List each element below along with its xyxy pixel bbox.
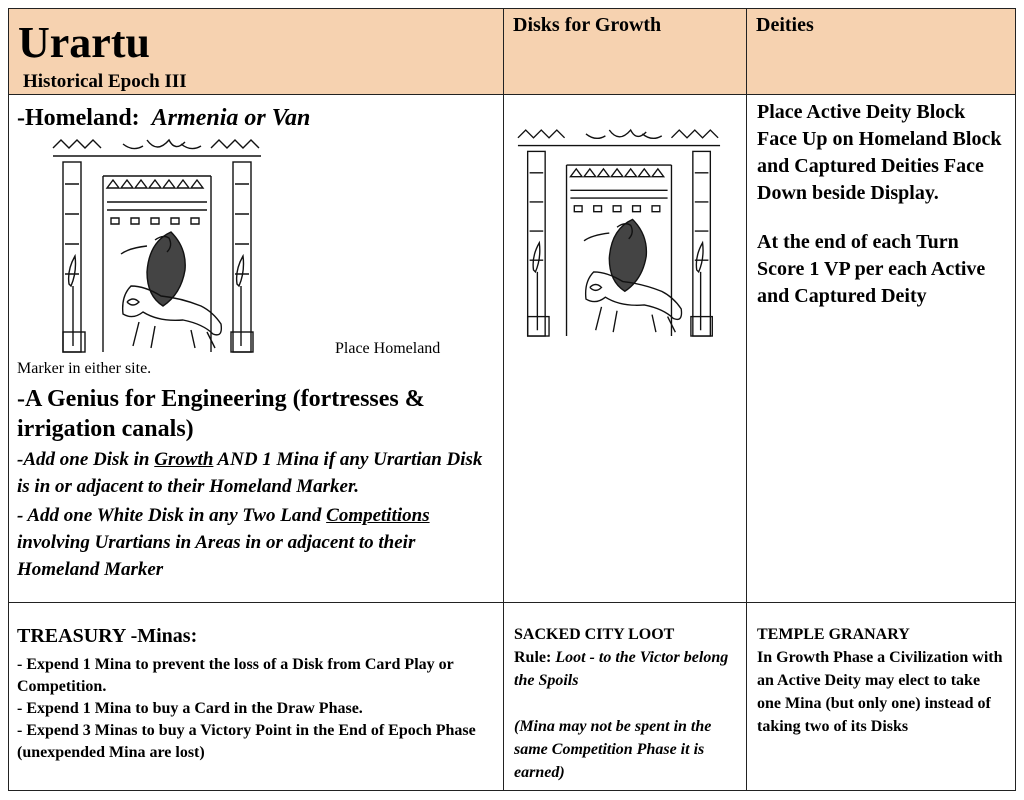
granary-cell [747,603,1016,791]
growth-header-cell [504,9,747,95]
sacked-loot-cell [504,603,747,791]
sacked-note: (Mina may not be spent in the same Competition Phase it is earned) [514,718,712,781]
place-homeland-text-cont: Marker in either site. [17,360,152,377]
rule-text: Loot - to the Victor belong the Spoils [514,649,729,689]
treasury-item: - Expend 1 Mina to buy a Card in the Draw Phase. [17,700,363,717]
rule-text: - Add one White Disk in any Two Land [17,505,327,526]
winged-deity-relief-icon [516,123,722,345]
homeland-line [17,105,495,132]
genius-rule-2 [17,502,495,583]
genius-heading: -A Genius for Engineering (fortresses & irrigation canals) [17,386,425,442]
winged-deity-relief-icon [51,136,263,358]
treasury-cell [9,603,504,791]
epoch-subtitle: Historical Epoch III [23,71,187,92]
deities-cell [747,95,1016,603]
growth-link: Growth [154,449,214,470]
treasury-item: - Expend 3 Minas to buy a Victory Point in the End of Epoch Phase (unexpended Mina are lost) [17,722,476,761]
homeland-sites: Armenia or Van [151,105,311,131]
civ-title: Urartu [18,18,150,67]
granary-text: In Growth Phase a Civilization with an Active Deity may elect to take one Mina (but only one) instead of taking two of its Disks [757,649,1003,735]
rule-text: involving Urartians in Areas in or adjacent to their Homeland Marker [17,532,416,580]
granary-heading: TEMPLE GRANARY [757,626,910,643]
growth-heading: Disks for Growth [513,14,662,36]
rule-text: -Add one Disk in [17,449,155,470]
deity-placement-text: Place Active Deity Block Face Up on Homeland Block and Captured Deities Face Down beside Display. [757,101,1002,204]
growth-cell [504,95,747,603]
title-cell [9,9,504,95]
deity-scoring-text: At the end of each Turn Score 1 VP per each Active and Captured Deity [757,231,986,307]
genius-rule-1 [17,446,495,500]
treasury-item: - Expend 1 Mina to prevent the loss of a Disk from Card Play or Competition. [17,656,454,695]
place-homeland-text: Place Homeland [335,340,441,357]
homeland-cell [9,95,504,603]
civilization-card [8,8,1016,791]
competitions-link: Competitions [326,505,430,526]
treasury-heading: TREASURY -Minas: [17,625,198,647]
deities-heading: Deities [756,14,814,36]
homeland-label: -Homeland: [17,105,140,131]
rule-label: Rule: [514,649,552,666]
sacked-heading: SACKED CITY LOOT [514,626,675,643]
rule-text: AND 1 Mina if any Urartian Disk is in or adjacent to their Homeland Marker. [17,449,483,497]
sacked-rule [514,646,736,692]
deities-header-cell [747,9,1016,95]
